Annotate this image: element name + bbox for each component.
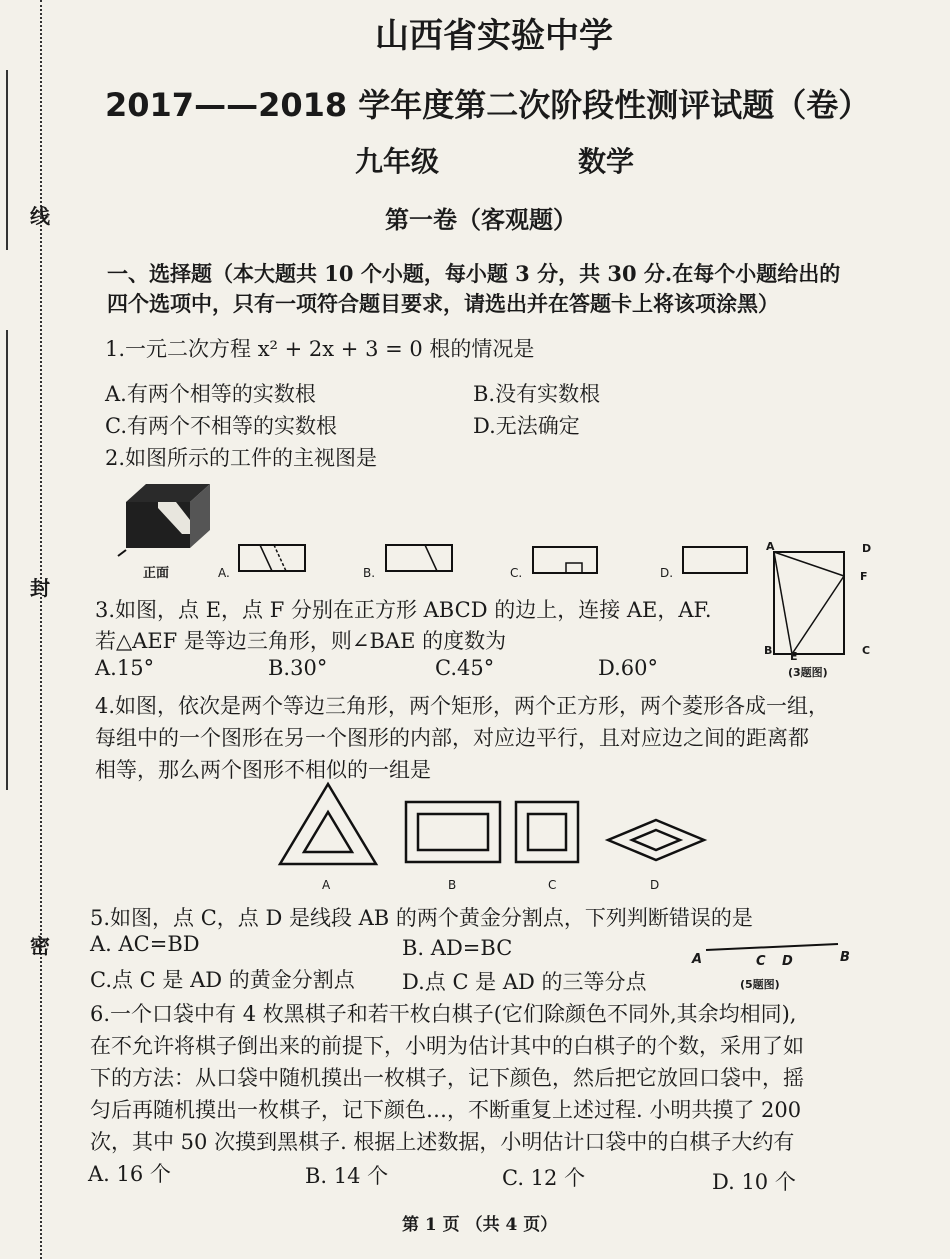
- q6-stem-line-2: 在不允许将棋子倒出来的前提下，小明为估计其中的白棋子的个数，采用了如: [90, 1034, 804, 1058]
- q2-option-b-label: B.: [363, 566, 376, 580]
- q3-option-a: A.15°: [95, 656, 155, 680]
- q5-option-c: C.点 C 是 AD 的黄金分割点: [90, 968, 355, 992]
- exam-title: 2017——2018 学年度第二次阶段性测评试题（卷）: [105, 86, 871, 124]
- school-name: 山西省实验中学: [375, 16, 613, 56]
- q1-stem: 1.一元二次方程 x² + 2x + 3 = 0 根的情况是: [105, 337, 535, 361]
- q4-label-a: A: [322, 878, 331, 892]
- q1-option-c: C.有两个不相等的实数根: [105, 414, 337, 438]
- section-title: 第一卷（客观题）: [385, 206, 577, 234]
- q6-stem-line-4: 匀后再随机摸出一枚棋子，记下颜色…，不断重复上述过程. 小明共摸了 200: [90, 1098, 802, 1122]
- q1-option-d: D.无法确定: [473, 414, 580, 438]
- q4-label-d: D: [650, 878, 660, 892]
- q4-stem-line-3: 相等，那么两个图形不相似的一组是: [95, 758, 431, 782]
- binding-dotted-line: [40, 0, 42, 1259]
- q3-point-e: E: [790, 650, 798, 663]
- instructions-line-2: 四个选项中，只有一项符合题目要求，请选出并在答题卡上将该项涂黑）: [107, 291, 779, 316]
- q3-option-c: C.45°: [435, 656, 495, 680]
- q3-figure-caption: (3题图): [788, 666, 828, 679]
- q5-option-b: B. AD=BC: [402, 936, 513, 960]
- q5-stem: 5.如图，点 C，点 D 是线段 AB 的两个黄金分割点，下列判断错误的是: [90, 906, 753, 930]
- q3-point-c: C: [862, 644, 871, 657]
- margin-char-line: 线: [30, 204, 50, 228]
- page-footer: 第 1 页 （共 4 页）: [402, 1215, 558, 1235]
- q3-option-b: B.30°: [268, 656, 328, 680]
- q4-figure-d: [606, 818, 706, 862]
- q4-figure-b: [404, 800, 504, 866]
- subject-label: 数学: [578, 145, 635, 178]
- q4-figure-c: [514, 800, 584, 866]
- q2-stem: 2.如图所示的工件的主视图是: [105, 446, 378, 470]
- q5-figure-caption: (5题图): [740, 978, 780, 991]
- q2-option-b-figure: [385, 544, 455, 574]
- q3-option-d: D.60°: [598, 656, 658, 680]
- q6-option-d: D. 10 个: [712, 1170, 796, 1194]
- q2-option-c-figure: [532, 546, 602, 576]
- q2-option-a-label: A.: [218, 566, 230, 580]
- binding-solid-line: [6, 330, 8, 790]
- q2-option-c-label: C.: [510, 566, 523, 580]
- binding-solid-line: [6, 70, 8, 250]
- q2-option-d-figure: [682, 546, 752, 576]
- q3-point-a: A: [766, 540, 775, 553]
- q3-point-b: B: [764, 644, 773, 657]
- q5-point-a: A: [692, 952, 703, 967]
- q3-point-d: D: [862, 542, 872, 555]
- margin-char-seal: 封: [30, 576, 50, 600]
- q3-point-f: F: [860, 570, 868, 583]
- margin-char-secret: 密: [30, 934, 50, 958]
- q3-stem-line-2: 若△AEF 是等边三角形，则∠BAE 的度数为: [95, 629, 507, 653]
- instructions-line-1: 一、选择题（本大题共 10 个小题，每小题 3 分，共 30 分.在每个小题给出的: [107, 261, 841, 286]
- q6-option-c: C. 12 个: [502, 1166, 586, 1190]
- q6-stem-line-1: 6.一个口袋中有 4 枚黑棋子和若干枚白棋子(它们除颜色不同外,其余均相同),: [90, 1002, 797, 1026]
- q1-option-a: A.有两个相等的实数根: [105, 382, 316, 406]
- q2-option-a-figure: [238, 544, 308, 574]
- q4-label-b: B: [448, 878, 457, 892]
- q5-option-a: A. AC=BD: [90, 932, 200, 956]
- q3-stem-line-1: 3.如图，点 E，点 F 分别在正方形 ABCD 的边上，连接 AE，AF.: [95, 598, 712, 622]
- q2-workpiece-figure: [118, 478, 218, 558]
- q5-point-c: C: [756, 954, 766, 969]
- q4-figure-a: [278, 782, 378, 868]
- q4-label-c: C: [548, 878, 557, 892]
- q4-stem-line-2: 每组中的一个图形在另一个图形的内部，对应边平行，且对应边之间的距离都: [95, 726, 809, 750]
- q2-option-d-label: D.: [660, 566, 674, 580]
- q3-figure: [762, 540, 852, 680]
- q6-stem-line-5: 次，其中 50 次摸到黑棋子. 根据上述数据，小明估计口袋中的白棋子大约有: [90, 1130, 795, 1154]
- q5-point-b: B: [840, 950, 850, 965]
- q5-point-d: D: [782, 954, 793, 969]
- grade-label: 九年级: [355, 145, 440, 178]
- q5-segment-figure: [704, 940, 844, 960]
- q2-front-label: 正面: [143, 566, 170, 581]
- q6-stem-line-3: 下的方法：从口袋中随机摸出一枚棋子，记下颜色，然后把它放回口袋中，摇: [90, 1066, 804, 1090]
- q6-option-a: A. 16 个: [88, 1162, 171, 1186]
- q1-option-b: B.没有实数根: [473, 382, 601, 406]
- q6-option-b: B. 14 个: [305, 1164, 389, 1188]
- q4-stem-line-1: 4.如图，依次是两个等边三角形，两个矩形，两个正方形，两个菱形各成一组，: [95, 694, 830, 718]
- q5-option-d: D.点 C 是 AD 的三等分点: [402, 970, 647, 994]
